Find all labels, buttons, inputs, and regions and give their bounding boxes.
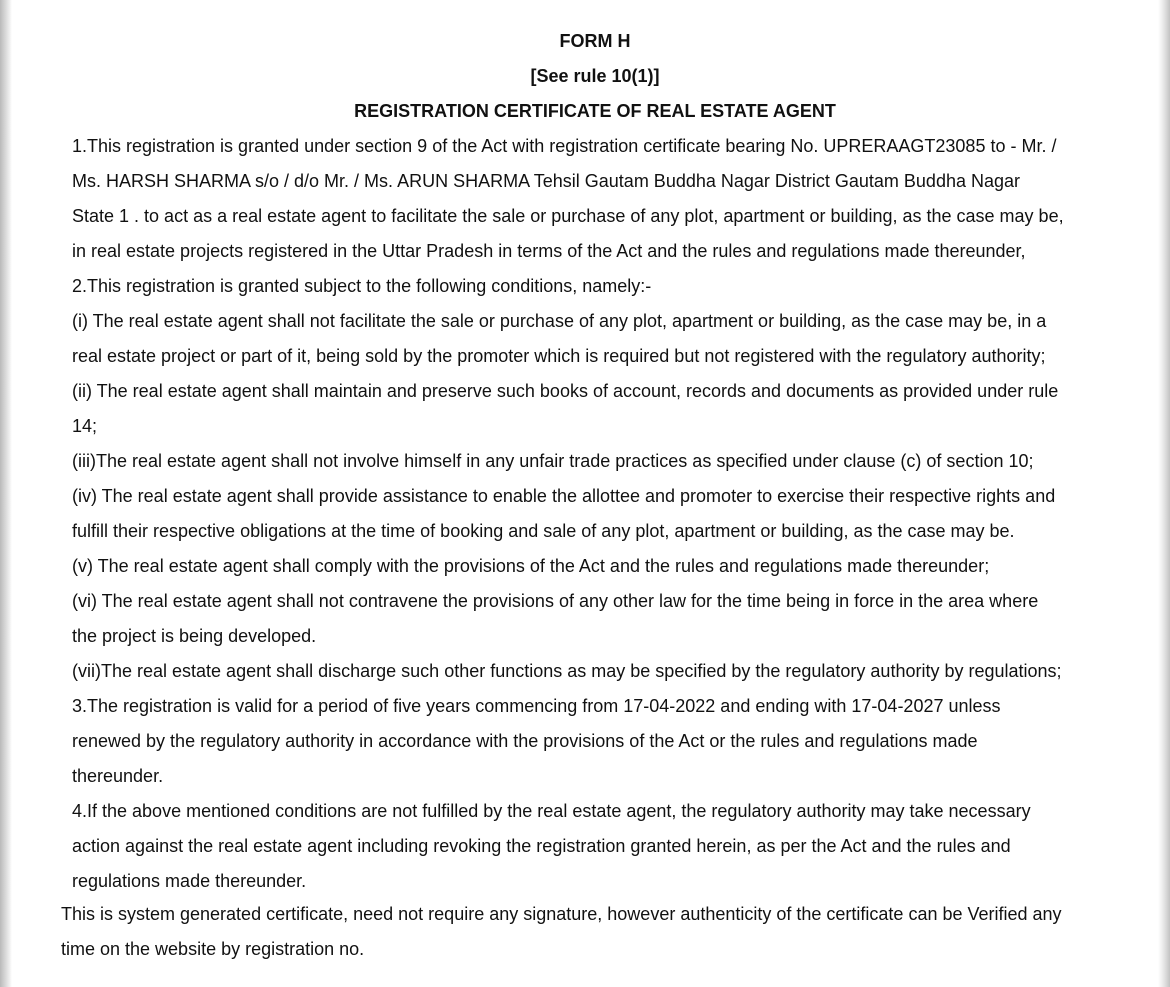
certificate-body [72, 129, 1147, 899]
footer-line: time on the website by registration no. [61, 939, 365, 959]
form-title: FORM H [559, 31, 631, 51]
body-line: regulations made thereunder. [72, 871, 307, 891]
body-line: real estate project or part of it, being sold by the promoter which is required but not registered with the regulatory authority; [72, 346, 1046, 366]
certificate-title: REGISTRATION CERTIFICATE OF REAL ESTATE AGENT [354, 101, 836, 121]
body-line: (i) The real estate agent shall not facilitate the sale or purchase of any plot, apartment or building, as the case may be, in a [72, 311, 1047, 331]
body-line: Ms. HARSH SHARMA s/o / d/o Mr. / Ms. ARUN SHARMA Tehsil Gautam Buddha Nagar District Gautam Buddha Nagar [72, 171, 1021, 191]
body-line: 4.If the above mentioned conditions are not fulfilled by the real estate agent, the regulatory authority may take necessary [72, 801, 1031, 821]
rule-reference: [See rule 10(1)] [530, 66, 660, 86]
body-line: renewed by the regulatory authority in accordance with the provisions of the Act or the rules and regulations made [72, 731, 978, 751]
system-generated-note [61, 897, 1156, 967]
footer-line: This is system generated certificate, need not require any signature, however authenticity of the certificate can be Verified any [61, 904, 1062, 924]
body-line: State 1 . to act as a real estate agent to facilitate the sale or purchase of any plot, apartment or building, as the case may be, [72, 206, 1064, 226]
body-line: (iii)The real estate agent shall not involve himself in any unfair trade practices as specified under clause (c) of section 10; [72, 451, 1034, 471]
body-line: 3.The registration is valid for a period of five years commencing from 17-04-2022 and ending with 17-04-2027 unless [72, 696, 1001, 716]
body-line: (vii)The real estate agent shall discharge such other functions as may be specified by the regulatory authority by regulations; [72, 661, 1062, 681]
body-line: thereunder. [72, 766, 164, 786]
body-line: in real estate projects registered in the Uttar Pradesh in terms of the Act and the rules and regulations made thereunder, [72, 241, 1026, 261]
body-line: the project is being developed. [72, 626, 317, 646]
body-line: (ii) The real estate agent shall maintain and preserve such books of account, records and documents as provided under rule [72, 381, 1059, 401]
body-line: fulfill their respective obligations at the time of booking and sale of any plot, apartment or building, as the case may be. [72, 521, 1015, 541]
body-line: action against the real estate agent including revoking the registration granted herein, as per the Act and the rules and [72, 836, 1011, 856]
body-line: 1.This registration is granted under section 9 of the Act with registration certificate bearing No. UPRERAAGT23085 to - Mr. / [72, 136, 1057, 156]
body-line: (v) The real estate agent shall comply with the provisions of the Act and the rules and regulations made thereunder; [72, 556, 990, 576]
body-line: 14; [72, 416, 98, 436]
body-line: 2.This registration is granted subject to the following conditions, namely:- [72, 276, 652, 296]
body-line: (iv) The real estate agent shall provide assistance to enable the allottee and promoter to exercise their respective rights and [72, 486, 1056, 506]
body-line: (vi) The real estate agent shall not contravene the provisions of any other law for the time being in force in the area where [72, 591, 1039, 611]
